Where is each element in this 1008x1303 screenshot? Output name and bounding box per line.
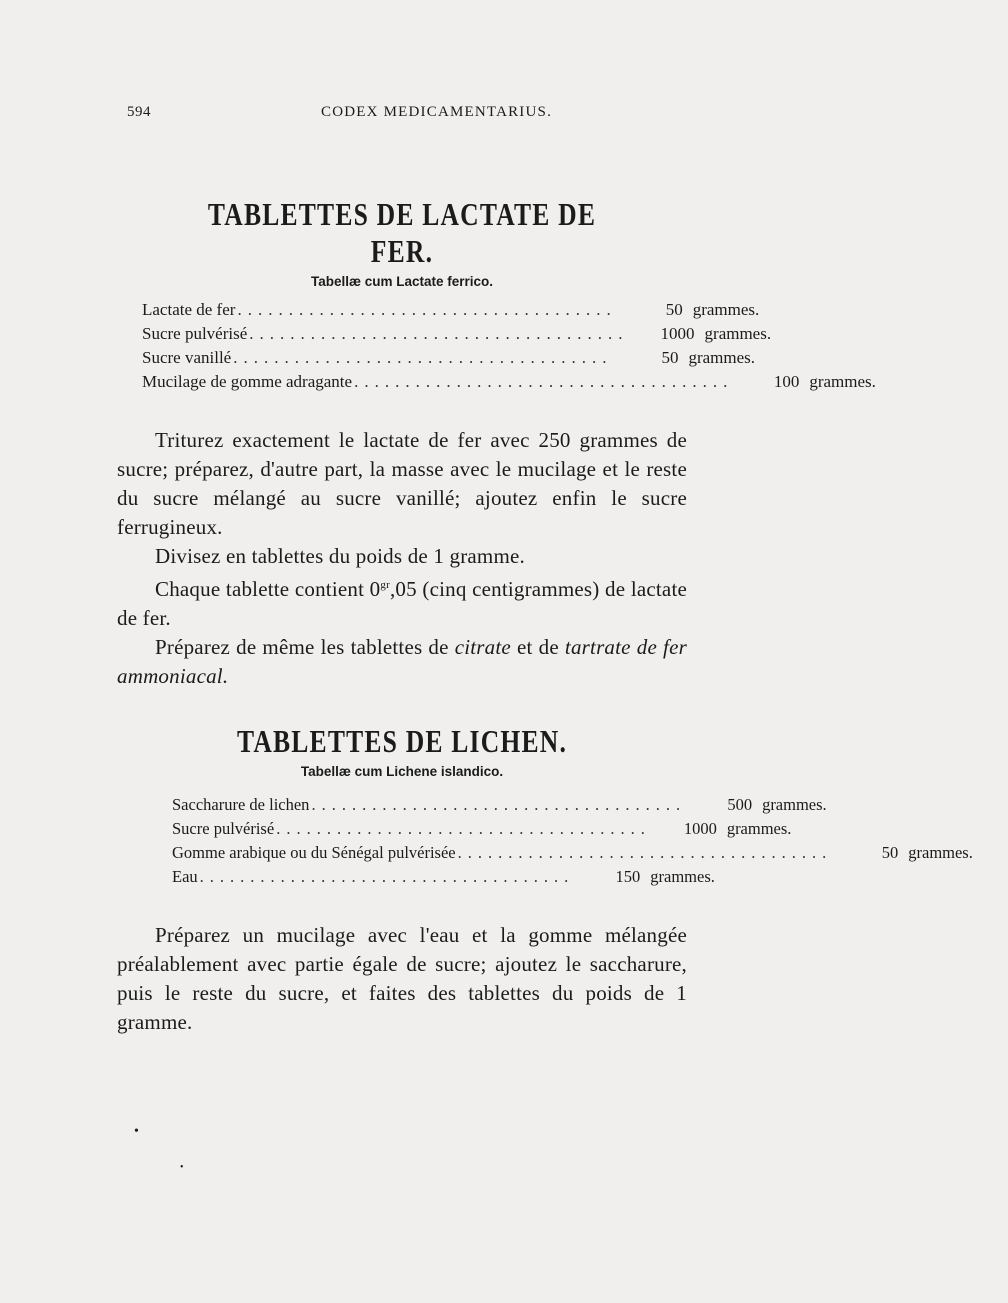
- ingredient-row: [172, 867, 715, 891]
- ingredient-unit: grammes.: [908, 843, 973, 862]
- ingredient-quantity: 150: [615, 867, 641, 886]
- instruction-paragraph: Préparez un mucilage avec l'eau et la gomme mélangée préalablement avec partie égale de sucre; ajoutez le saccharure, puis le reste du sucre, et faites des tablettes du poids de 1 gramme.: [117, 923, 687, 1034]
- ingredient-quantity: 50: [661, 348, 679, 367]
- instruction-paragraph: [117, 633, 687, 691]
- ingredient-unit: grammes.: [762, 795, 827, 814]
- ingredient-name: Sucre pulvérisé: [172, 819, 275, 838]
- ingredient-row: [142, 348, 756, 372]
- ingredient-unit: grammes.: [692, 300, 760, 319]
- ingredient-row: [172, 795, 827, 819]
- ingredient-unit: grammes.: [704, 324, 772, 343]
- ingredient-quantity: 50: [665, 300, 683, 319]
- instruction-paragraph: Divisez en tablettes du poids de 1 gramme.: [155, 544, 525, 568]
- page-header: [127, 104, 687, 134]
- running-title: CODEX MEDICAMENTARIUS.: [321, 104, 553, 120]
- leader-dots: .....................................: [237, 300, 617, 319]
- instruction-paragraph: Triturez exactement le lactate de fer avec 250 grammes de sucre; préparez, d'autre part, la masse avec le mucilage et le reste du sucre mélangé au sucre vanillé; ajoutez enfin le sucre ferrugineux.: [117, 428, 687, 539]
- page-number: 594: [127, 104, 151, 120]
- leader-dots: .....................................: [233, 348, 613, 367]
- ingredient-unit: grammes.: [688, 348, 756, 367]
- ingredient-name: Gomme arabique ou du Sénégal pulvérisée: [172, 843, 456, 862]
- section-lichen: [117, 723, 973, 1037]
- ingredient-quantity: 1000: [683, 819, 717, 838]
- leader-dots: .....................................: [354, 372, 734, 391]
- ingredient-list: [117, 795, 973, 891]
- section-lactate: [117, 196, 876, 691]
- para-text: Préparez de même les tablettes de: [155, 635, 455, 659]
- ingredient-quantity: 500: [727, 795, 753, 814]
- ingredient-quantity: 1000: [660, 324, 695, 343]
- section-title: TABLETTES DE LACTATE DE FER.: [207, 196, 597, 269]
- para-superscript: gr: [380, 579, 390, 591]
- ingredient-row: [142, 324, 772, 348]
- instructions: [117, 921, 687, 1037]
- ingredient-quantity: 100: [773, 372, 800, 391]
- ingredient-row: [142, 300, 760, 324]
- para-italic: tartrate de fer ammoniacal.: [117, 635, 687, 688]
- leader-dots: .....................................: [457, 843, 833, 862]
- leader-dots: .....................................: [199, 867, 575, 886]
- ingredient-name: Eau: [172, 867, 198, 886]
- para-text: ,05 (cinq centigrammes) de lactate de fer.: [117, 577, 688, 630]
- ingredient-name: Sucre vanillé: [142, 348, 232, 367]
- stray-mark: •: [180, 1162, 184, 1173]
- para-italic: citrate: [454, 635, 511, 659]
- ingredient-quantity: 50: [881, 843, 899, 862]
- leader-dots: .....................................: [276, 819, 651, 838]
- ingredient-unit: grammes.: [726, 819, 792, 838]
- instructions: [117, 426, 687, 691]
- stray-mark: •: [134, 1124, 139, 1139]
- section-subtitle: Tabellæ cum Lichene islandico.: [300, 764, 504, 779]
- section-subtitle: Tabellæ cum Lactate ferrico.: [310, 274, 494, 289]
- section-title: TABLETTES DE LICHEN.: [236, 723, 568, 759]
- ingredient-row: [172, 843, 973, 867]
- ingredient-unit: grammes.: [809, 372, 876, 391]
- ingredient-name: Saccharure de lichen: [172, 795, 310, 814]
- ingredient-row: [172, 819, 792, 843]
- instruction-paragraph: [117, 571, 687, 633]
- para-text: et de: [510, 635, 565, 659]
- leader-dots: .....................................: [311, 795, 687, 814]
- ingredient-row: [142, 372, 876, 396]
- ingredient-name: Lactate de fer: [142, 300, 236, 319]
- ingredient-name: Sucre pulvérisé: [142, 324, 248, 343]
- ingredient-list: [117, 300, 876, 396]
- para-text: Chaque tablette contient 0: [155, 577, 381, 601]
- ingredient-name: Mucilage de gomme adragante: [142, 372, 353, 391]
- leader-dots: .....................................: [249, 324, 629, 343]
- ingredient-unit: grammes.: [650, 867, 715, 886]
